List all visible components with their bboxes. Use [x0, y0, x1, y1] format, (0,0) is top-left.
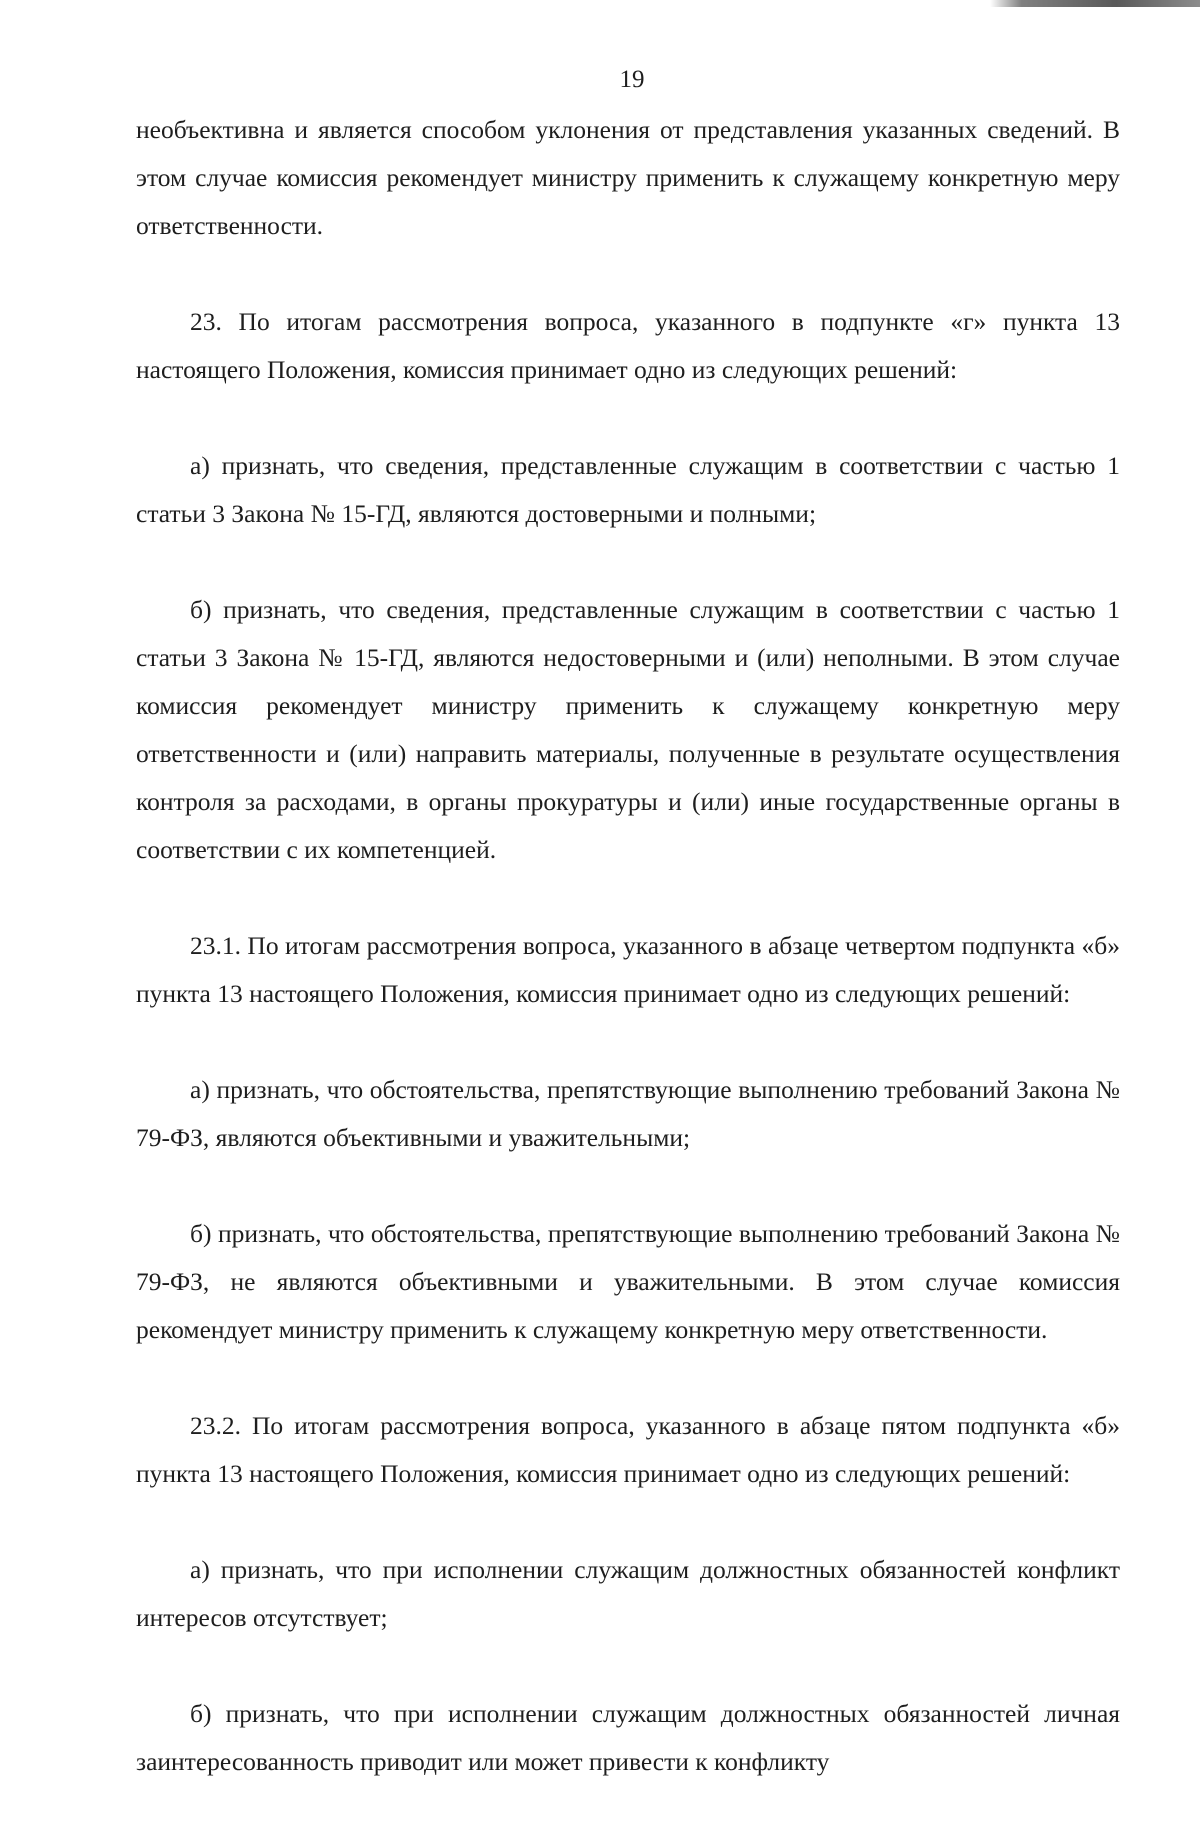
scan-edge-artifact — [990, 0, 1200, 7]
paragraph-23-1-b: б) признать, что обстоятельства, препятствующие выполнению требований Закона № 79-ФЗ, не являются объективными и уважительными. В этом случае комиссия рекомендует министру применить к служащему конкретную меру ответственности. — [136, 1219, 1120, 1344]
paragraph-continuation: необъективна и является способом уклонения от представления указанных сведений. В этом случае комиссия рекомендует министру применить к служащему конкретную меру ответственности. — [136, 115, 1120, 240]
paragraph-23-2-a: а) признать, что при исполнении служащим должностных обязанностей конфликт интересов отсутствует; — [136, 1555, 1120, 1632]
paragraph-23-2: 23.2. По итогам рассмотрения вопроса, указанного в абзаце пятом подпункта «б» пункта 13 настоящего Положения, комиссия принимает одно из следующих решений: — [136, 1411, 1120, 1488]
paragraph-23-2-b: б) признать, что при исполнении служащим должностных обязанностей личная заинтересованность приводит или может привести к конфликту — [136, 1699, 1120, 1776]
page-number: 19 — [619, 66, 645, 93]
paragraph-23: 23. По итогам рассмотрения вопроса, указанного в подпункте «г» пункта 13 настоящего Положения, комиссия принимает одно из следующих решений: — [136, 307, 1120, 384]
document-body — [136, 106, 1120, 1834]
paragraph-23-a: а) признать, что сведения, представленные служащим в соответствии с частью 1 статьи 3 Закона № 15-ГД, являются достоверными и полными; — [136, 451, 1120, 528]
paragraph-23-1: 23.1. По итогам рассмотрения вопроса, указанного в абзаце четвертом подпункта «б» пункта 13 настоящего Положения, комиссия принимает одно из следующих решений: — [136, 931, 1120, 1008]
paragraph-23-b: б) признать, что сведения, представленные служащим в соответствии с частью 1 статьи 3 Закона № 15-ГД, являются недостоверными и (или) неполными. В этом случае комиссия рекомендует министру применить к служащему конкретную меру ответственности и (или) направить материалы, полученные в результате осуществления контроля за расходами, в органы прокуратуры и (или) иные государственные органы в соответствии с их компетенцией. — [136, 595, 1120, 864]
paragraph-23-1-a: а) признать, что обстоятельства, препятствующие выполнению требований Закона № 79-ФЗ, являются объективными и уважительными; — [136, 1075, 1120, 1152]
